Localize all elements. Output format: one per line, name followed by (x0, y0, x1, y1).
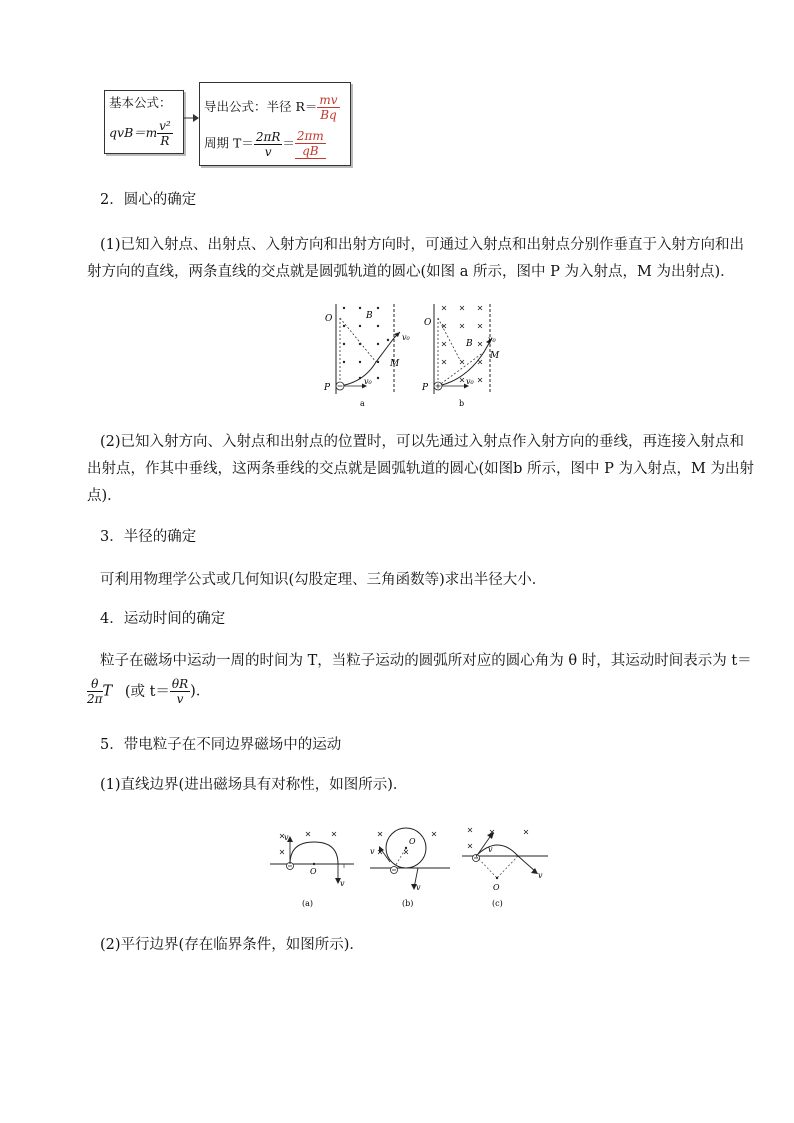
figure-straight-a (270, 832, 354, 908)
basic-formula: qvB＝m $\frac{\text{v²}}{R}$ (109, 119, 171, 148)
basic-formula-title: 基本公式： (109, 95, 172, 110)
figure-straight-c-label-O: O (493, 883, 500, 892)
section-3-paragraph: 可利用物理学公式或几何知识(勾股定理、三角函数等)求出半径大小． (100, 572, 547, 588)
figure-straight-c-label-v-out: v (538, 871, 543, 880)
section-4-heading: 4．运动时间的确定 (100, 611, 226, 627)
figure-b-label-O: O (424, 318, 432, 328)
basic-formula-box (104, 90, 184, 154)
figure-straight-b-label-v-in: v (370, 847, 375, 856)
figure-a-b (320, 298, 500, 410)
figure-straight-a-label-O: O (310, 867, 317, 876)
figure-a (323, 304, 411, 408)
figure-a-label-O: O (325, 314, 333, 324)
figure-b-label-M: M (490, 351, 500, 361)
figure-a-label-M: M (390, 359, 400, 369)
section-2-paragraph-1-line-1: (1)已知入射点、出射点、入射方向和出射方向时，可通过入射点和出射点分别作垂直于入射方向和出 (100, 237, 745, 253)
radius-formula: 导出公式：半径 R＝ $\frac{mv}{Bq}$ (204, 93, 338, 122)
figure-straight-a-label-v-out: v (340, 879, 345, 888)
figure-straight-c-caption: (c) (492, 899, 503, 908)
section-5-paragraph-2: (2)平行边界(存在临界条件，如图所示)． (100, 937, 364, 953)
figure-straight-b (370, 828, 450, 908)
section-2-paragraph-2-line-3: 点)． (87, 488, 122, 504)
section-4-time-formula: $\frac{\theta}{2\pi}$ T (或 t＝ $\frac{\theta R}{v}$ )． (87, 677, 211, 706)
section-5-paragraph-1: (1)直线边界(进出磁场具有对称性，如图所示)． (100, 777, 408, 793)
figure-a-caption: a (360, 399, 365, 408)
figure-a-label-B: B (366, 311, 373, 321)
figure-straight-a-caption: (a) (302, 899, 314, 908)
section-4-paragraph-line-1: 粒子在磁场中运动一周的时间为 T，当粒子运动的圆弧所对应的圆心角为 θ 时，其运动时间表示为 t＝ (100, 653, 752, 669)
figure-straight-boundary (266, 822, 556, 914)
section-5-heading: 5．带电粒子在不同边界磁场中的运动 (100, 737, 342, 753)
figure-a-label-v0-in: v₀ (364, 377, 372, 386)
figure-b-label-v0-in: v₀ (466, 377, 474, 386)
figure-straight-a-label-v-in: v (284, 833, 289, 842)
figure-straight-c-label-v-in: v (488, 845, 493, 854)
period-formula: 周期 T＝ $\frac{2\pi R}{v}$ ＝ $\frac{2\pi m}{qB}$ (204, 129, 324, 159)
section-2-paragraph-1-line-2: 射方向的直线，两条直线的交点就是圆弧轨道的圆心(如图 a 所示，图中 P 为入射点，M 为出射点)． (87, 264, 735, 280)
arrow-right-icon (182, 112, 200, 124)
section-3-heading: 3．半径的确定 (100, 529, 197, 545)
section-2-heading: 2．圆心的确定 (100, 192, 197, 208)
figure-straight-b-label-v-out: v (416, 883, 421, 892)
figure-b (421, 304, 500, 408)
derived-formula-box (199, 82, 351, 166)
figure-b-caption: b (459, 399, 465, 408)
figure-a-label-P: P (324, 383, 331, 393)
section-2-paragraph-2-line-1: (2)已知入射方向、入射点和出射点的位置时，可以先通过入射点作入射方向的垂线，再连接入射点和 (100, 434, 745, 450)
figure-straight-c (462, 828, 548, 908)
figure-b-label-P: P (422, 383, 429, 393)
figure-b-label-v0-out: v₀ (488, 335, 496, 344)
figure-a-label-v0-out: v₀ (402, 333, 410, 342)
figure-straight-b-label-O: O (409, 837, 416, 846)
figure-b-label-B: B (466, 339, 473, 349)
section-2-paragraph-2-line-2: 出射点，作其中垂线，这两条垂线的交点就是圆弧轨道的圆心(如图b 所示，图中 P 为入射点，M 为出射 (87, 461, 754, 477)
figure-straight-b-caption: (b) (402, 899, 414, 908)
